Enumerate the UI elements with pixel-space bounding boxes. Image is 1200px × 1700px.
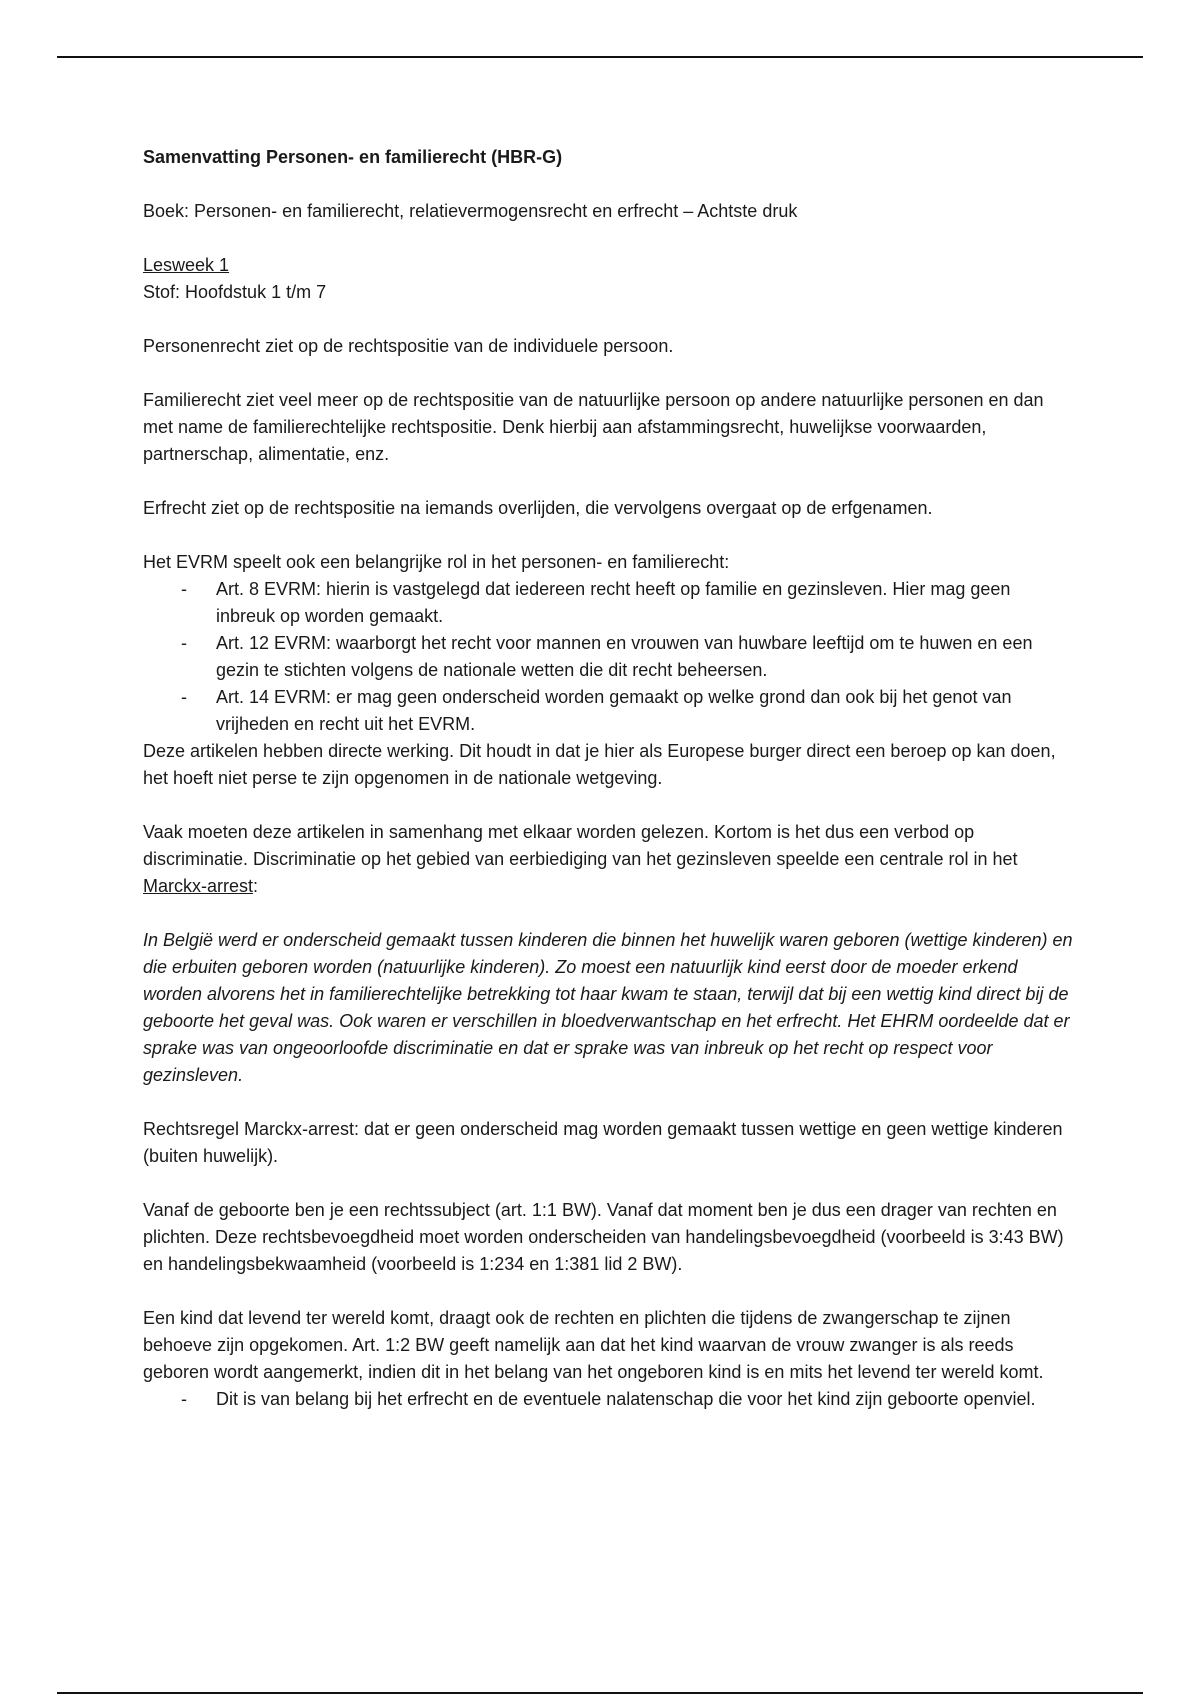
list-item — [143, 630, 1073, 684]
list-item-text: Art. 8 EVRM: hierin is vastgelegd dat iedereen recht heeft op familie en gezinsleven. Hier mag geen inbreuk op worden gemaakt. — [216, 579, 1011, 626]
week-heading: Lesweek 1 — [143, 255, 230, 275]
paragraph-directe-werking: Deze artikelen hebben directe werking. Dit houdt in dat je hier als Europese burger direct een beroep op kan doen, het hoeft niet perse te zijn opgenomen in de nationale wetgeving. — [143, 741, 1056, 788]
paragraph-belgie-case: In België werd er onderscheid gemaakt tussen kinderen die binnen het huwelijk waren geboren (wettige kinderen) en die erbuiten geboren worden (natuurlijke kinderen). Zo moest een natuurlijk kind eerst door de moeder erkend worden alvorens het in familierechtelijke betrekking tot haar kwam te staan, terwijl dat bij een wettig kind direct bij de geboorte het geval was. Ook waren er verschillen in bloedverwantschap en het erfrecht. Het EHRM oordeelde dat er sprake was van ongeoorloofde discriminatie en dat er sprake was van inbreuk op het recht op respect voor gezinsleven. — [143, 930, 1073, 1085]
paragraph-rechtsregel: Rechtsregel Marckx-arrest: dat er geen onderscheid mag worden gemaakt tussen wettige en geen wettige kinderen (buiten huwelijk). — [143, 1119, 1063, 1166]
list-item — [143, 684, 1073, 738]
dash-bullet: - — [181, 687, 187, 707]
book-reference: Boek: Personen- en familierecht, relatievermogensrecht en erfrecht – Achtste druk — [143, 201, 798, 221]
kind-list — [143, 1386, 1073, 1413]
paragraph-samenhang — [143, 819, 1073, 900]
stof-line: Stof: Hoofdstuk 1 t/m 7 — [143, 282, 327, 302]
paragraph-kind: Een kind dat levend ter wereld komt, draagt ook de rechten en plichten die tijdens de zwangerschap te zijnen behoeve zijn opgekomen. Art. 1:2 BW geeft namelijk aan dat het kind waarvan de vrouw zwanger is als reeds geboren wordt aangemerkt, indien dit in het belang van het ongeboren kind is en mits het levend ter wereld komt. — [143, 1308, 1044, 1382]
paragraph-rechtssubject: Vanaf de geboorte ben je een rechtssubject (art. 1:1 BW). Vanaf dat moment ben je dus een drager van rechten en plichten. Deze rechtsbevoegdheid moet worden onderscheiden van handelingsbevoegdheid (voorbeeld is 3:43 BW) en handelingsbekwaamheid (voorbeeld is 1:234 en 1:381 lid 2 BW). — [143, 1200, 1064, 1274]
samenhang-text: Vaak moeten deze artikelen in samenhang met elkaar worden gelezen. Kortom is het dus een verbod op discriminatie. Discriminatie op het gebied van eerbiediging van het gezinsleven speelde een centrale rol in het — [143, 822, 1018, 869]
dash-bullet: - — [181, 579, 187, 599]
dash-bullet: - — [181, 633, 187, 653]
paragraph-erfrecht: Erfrecht ziet op de rechtspositie na iemands overlijden, die vervolgens overgaat op de erfgenamen. — [143, 498, 933, 518]
list-item-text: Dit is van belang bij het erfrecht en de eventuele nalatenschap die voor het kind zijn geboorte openviel. — [216, 1389, 1036, 1409]
list-item-text: Art. 14 EVRM: er mag geen onderscheid worden gemaakt op welke grond dan ook bij het genot van vrijheden en recht uit het EVRM. — [216, 687, 1012, 734]
list-item-text: Art. 12 EVRM: waarborgt het recht voor mannen en vrouwen van huwbare leeftijd om te huwen en een gezin te stichten volgens de nationale wetten die dit recht beheersen. — [216, 633, 1033, 680]
marckx-arrest-reference: Marckx-arrest — [143, 876, 254, 896]
paragraph-familierecht: Familierecht ziet veel meer op de rechtspositie van de natuurlijke persoon op andere natuurlijke personen en dan met name de familierechtelijke rechtspositie. Denk hierbij aan afstammingsrecht, huwelijkse voorwaarden, partnerschap, alimentatie, enz. — [143, 390, 1044, 464]
page-top-rule — [57, 56, 1143, 58]
paragraph-personenrecht: Personenrecht ziet op de rechtspositie van de individuele persoon. — [143, 336, 674, 356]
evrm-list — [143, 576, 1073, 738]
samenhang-colon: : — [253, 876, 259, 896]
paragraph-evrm-intro: Het EVRM speelt ook een belangrijke rol in het personen- en familierecht: — [143, 552, 730, 572]
dash-bullet: - — [181, 1389, 187, 1409]
document-body — [143, 144, 1073, 1413]
list-item — [143, 1386, 1073, 1413]
page-bottom-rule — [57, 1692, 1143, 1694]
list-item — [143, 576, 1073, 630]
document-title: Samenvatting Personen- en familierecht (HBR-G) — [143, 147, 563, 167]
